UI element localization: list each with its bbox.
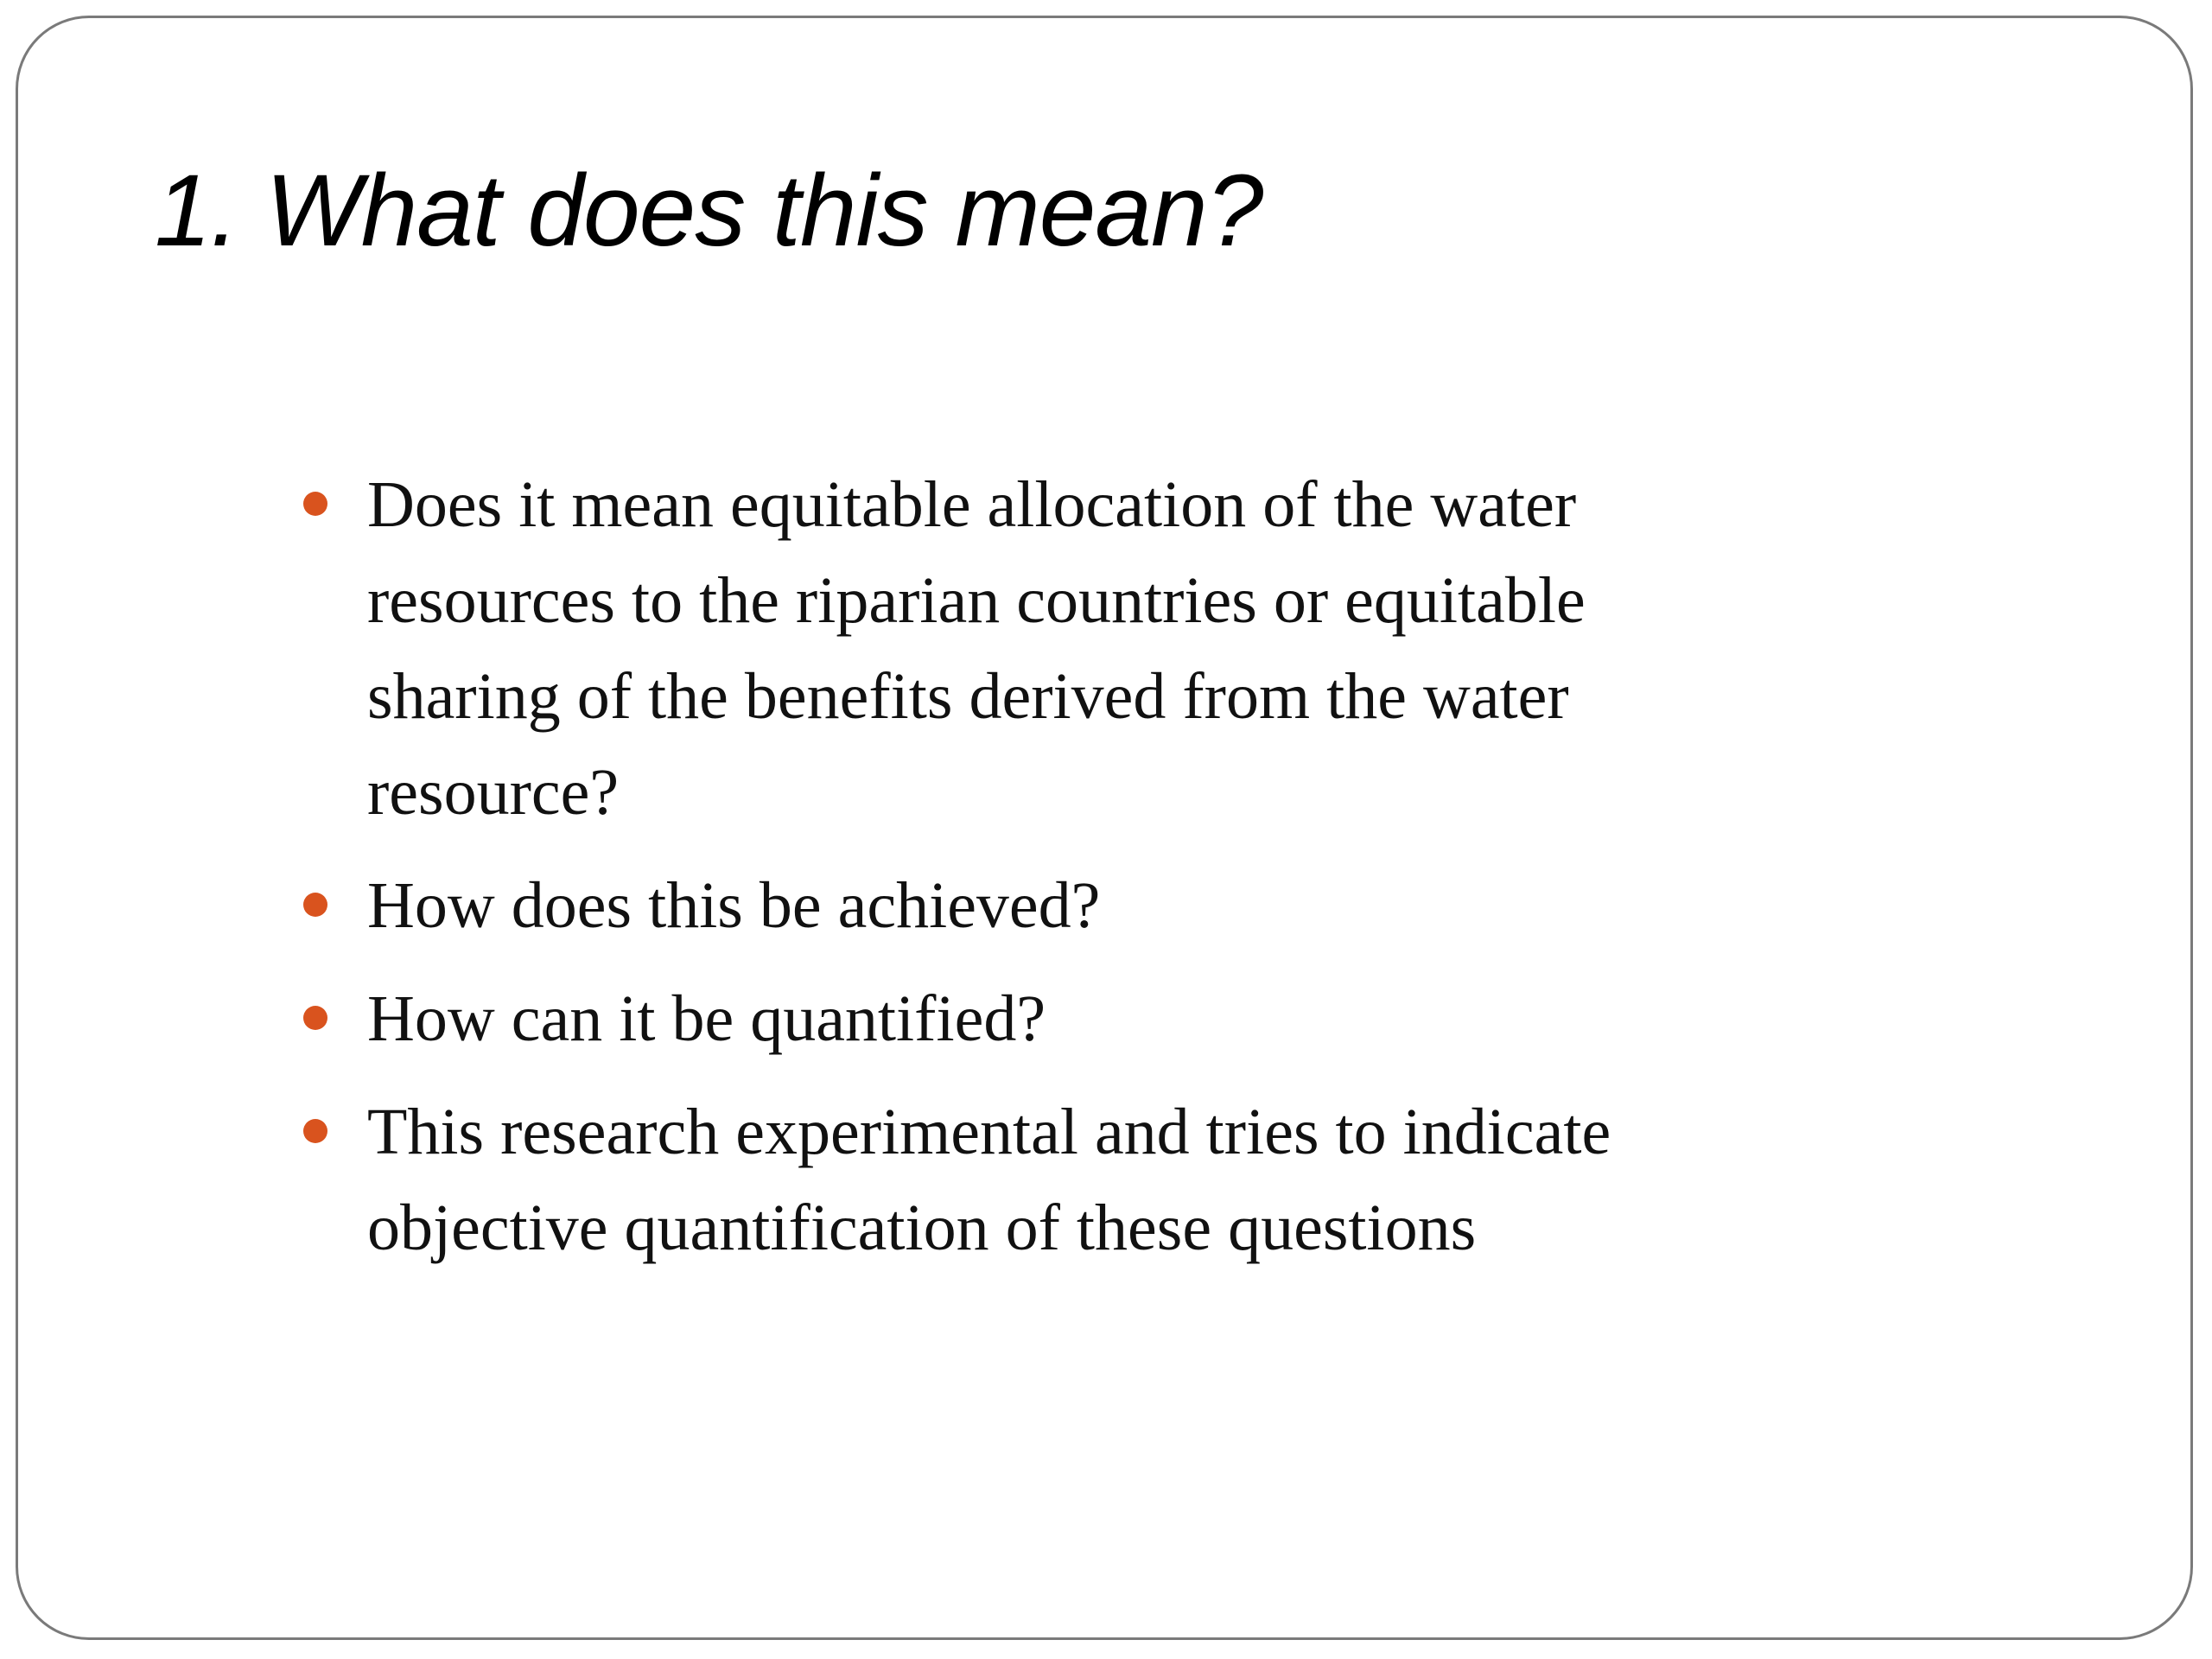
list-item bbox=[303, 457, 1789, 841]
bullet-text: How does this be achieved? bbox=[367, 869, 1101, 942]
slide bbox=[16, 16, 2193, 1640]
list-item bbox=[303, 1084, 1789, 1276]
list-item bbox=[303, 971, 1789, 1067]
bullet-list bbox=[303, 457, 1789, 1294]
bullet-text: Does it mean equitable allocation of the water resources to the riparian countries or equitable sharing of the benefits derived from the water resource? bbox=[367, 468, 1586, 829]
bullet-text: This research experimental and tries to indicate objective quantification of these questions bbox=[367, 1096, 1611, 1264]
bullet-dot-icon bbox=[303, 1006, 327, 1030]
list-item bbox=[303, 858, 1789, 954]
bullet-text: How can it be quantified? bbox=[367, 982, 1046, 1055]
slide-title: 1. What does this mean? bbox=[155, 154, 1263, 268]
bullet-dot-icon bbox=[303, 893, 327, 917]
bullet-dot-icon bbox=[303, 1119, 327, 1143]
bullet-dot-icon bbox=[303, 492, 327, 516]
